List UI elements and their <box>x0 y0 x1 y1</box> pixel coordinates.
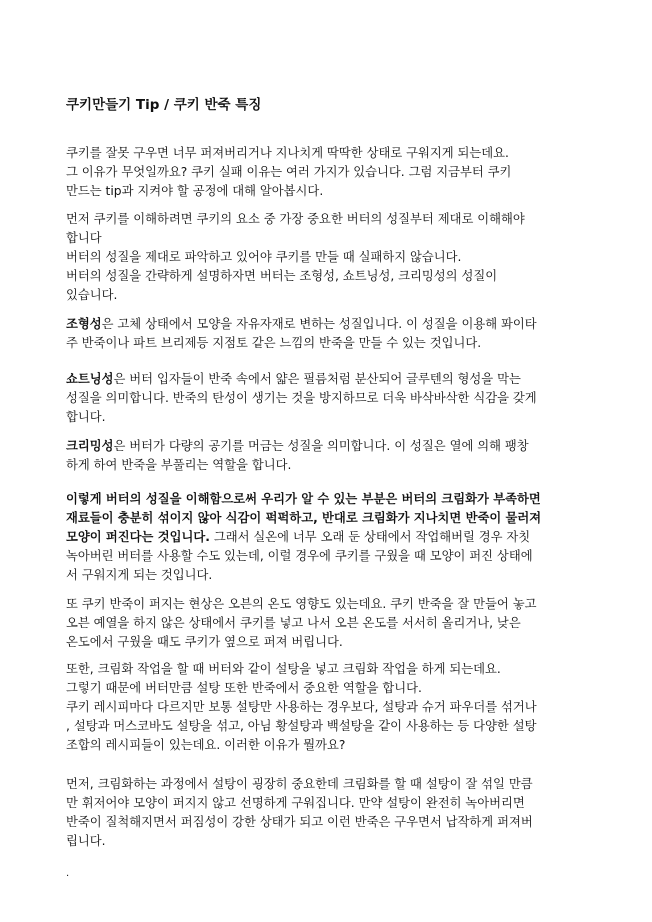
term-plasticity: 조형성 <box>66 317 102 331</box>
text-line: 조합의 레시피들이 있는데요. 이러한 이유가 뭘까요? <box>66 738 346 752</box>
text-line: 성질을 의미합니다. 반죽의 탄성이 생기는 것을 방지하므로 더욱 바삭바삭한 식감을 갖게 <box>66 391 537 405</box>
document-title: 쿠키만들기 Tip / 쿠키 반죽 특징 <box>66 97 262 113</box>
text-line: 합니다. <box>66 410 106 424</box>
text-line: 먼저 쿠키를 이해하려면 쿠키의 요소 중 가장 중요한 버터의 성질부터 제대로 이해해야 <box>66 212 525 226</box>
text-line: 그 이유가 무엇일까요? 쿠키 실패 이유는 여러 가지가 있습니다. 그럼 지금부터 쿠키 <box>66 165 512 179</box>
paragraph-sugar <box>66 660 591 755</box>
paragraph-creaming <box>66 437 591 475</box>
text-line: 립니다. <box>66 834 106 848</box>
text-line: 녹아버린 버터를 사용할 수도 있는데, 이럴 경우에 쿠키를 구웠을 때 모양이 퍼진 상태에 <box>66 549 533 563</box>
footer-mark: . <box>66 868 70 879</box>
term-shortening: 쇼트닝성 <box>66 372 114 386</box>
text-line: 쿠키를 잘못 구우면 너무 퍼져버리거나 지나치게 딱딱한 상태로 구워지게 되는데요. <box>66 146 509 160</box>
paragraph-intro <box>66 144 591 201</box>
text-line: 합니다 <box>66 231 102 245</box>
text-line <box>66 315 591 334</box>
text-line <box>66 528 591 547</box>
text-line <box>66 490 591 509</box>
text-line: 또한, 크림화 작업을 할 때 버터와 같이 설탕을 넣고 크림화 작업을 하게 되는데요. <box>66 662 501 676</box>
text-line: 만 휘저어야 모양이 퍼지지 않고 선명하게 구워집니다. 만약 설탕이 완전히 녹아버리면 <box>66 796 525 810</box>
paragraph-shortening <box>66 370 591 427</box>
bold-text: 재료들이 충분히 섞이지 않아 식감이 퍽퍽하고, 반대로 크림화가 지나치면 반죽이 물러져 <box>66 511 542 525</box>
text-line: 그렇기 때문에 버터만큼 설탕 또한 반죽에서 중요한 역할을 합니다. <box>66 681 422 695</box>
text-line <box>66 370 591 389</box>
paragraph-oven <box>66 595 591 652</box>
text-span: 은 고체 상태에서 모양을 자유자재로 변하는 성질입니다. 이 성질을 이용해 퐈이타 <box>101 317 537 331</box>
text-span: 은 버터 입자들이 반죽 속에서 얇은 필름처럼 분산되어 글루텐의 형성을 막는 <box>113 372 521 386</box>
text-span: 그래서 실온에 너무 오래 둔 상태에서 작업해버릴 경우 자칫 <box>209 530 531 544</box>
text-line: 먼저, 크림화하는 과정에서 설탕이 굉장히 중요한데 크림화를 할 때 설탕이 잘 섞일 만큼 <box>66 777 533 791</box>
bold-text: 이렇게 버터의 성질을 이해함으로써 우리가 알 수 있는 부분은 버터의 크림화가 부족하면 <box>66 492 541 506</box>
text-line: 주 반죽이나 파트 브리제등 지점토 같은 느낌의 반죽을 만들 수 있는 것입니다. <box>66 336 482 350</box>
text-line: 하게 하여 반죽을 부풀리는 역할을 합니다. <box>66 458 292 472</box>
paragraph-sugar-mixing <box>66 775 591 851</box>
text-line: 버터의 성질을 제대로 파악하고 있어야 쿠키를 만들 때 실패하지 않습니다. <box>66 250 462 264</box>
text-line: 쿠키 레시피마다 다르지만 보통 설탕만 사용하는 경우보다, 설탕과 슈거 파우더를 섞거나 <box>66 700 537 714</box>
paragraph-creaming-result <box>66 490 591 585</box>
term-creaming: 크리밍성 <box>66 439 114 453</box>
paragraph-plasticity <box>66 315 591 353</box>
text-line: 있습니다. <box>66 288 118 302</box>
paragraph-butter-intro <box>66 210 591 305</box>
text-line: 온도에서 구웠을 때도 쿠키가 옆으로 퍼져 버립니다. <box>66 635 343 649</box>
text-line: 또 쿠키 반죽이 퍼지는 현상은 오븐의 온도 영향도 있는데요. 쿠키 반죽을 잘 만들어 놓고 <box>66 597 537 611</box>
text-line: , 설탕과 머스코바도 설탕을 섞고, 아님 황설탕과 백설탕을 같이 사용하는 등 다양한 설탕 <box>66 719 537 733</box>
text-line <box>66 509 591 528</box>
text-line <box>66 437 591 456</box>
text-line: 오븐 예열을 하지 않은 상태에서 쿠키를 넣고 나서 오븐 온도를 서서히 올리거나, 낮은 <box>66 616 521 630</box>
text-line: 버터의 성질을 간략하게 설명하자면 버터는 조형성, 쇼트닝성, 크리밍성의 성질이 <box>66 269 498 283</box>
text-line: 서 구워지게 되는 것입니다. <box>66 568 213 582</box>
bold-text: 모양이 퍼진다는 것입니다. <box>66 530 210 544</box>
text-line: 반죽이 질척해지면서 퍼짐성이 강한 상태가 되고 이런 반죽은 구우면서 납작하게 퍼져버 <box>66 815 533 829</box>
text-span: 은 버터가 다량의 공기를 머금는 성질을 의미합니다. 이 성질은 열에 의해 팽창 <box>113 439 529 453</box>
text-line: 만드는 tip과 지켜야 할 공정에 대해 알아봅시다. <box>66 184 324 198</box>
